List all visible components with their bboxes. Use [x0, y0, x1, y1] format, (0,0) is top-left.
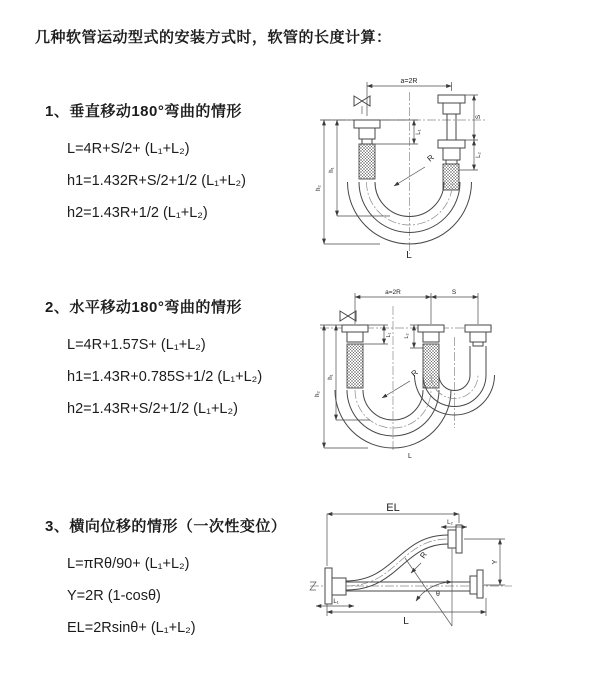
- dim-label-l1: L₁: [386, 332, 392, 338]
- dim-label-l1: L₁: [416, 129, 422, 135]
- braided-hose-section: [423, 344, 439, 388]
- diagram-horizontal-180-bend: [310, 282, 600, 465]
- dimension-s-l2: [459, 95, 482, 170]
- formula-line: L=πRθ/90+ (L₁+L₂): [67, 556, 190, 572]
- braided-hose-section: [347, 344, 363, 388]
- dim-label-h1: h₁: [328, 374, 334, 380]
- dimension-l1: [375, 120, 422, 144]
- dim-label-l2: L₂: [404, 333, 410, 339]
- page-title: 几种软管运动型式的安装方式时，软管的长度计算：: [35, 29, 392, 46]
- braided-hose-section: [359, 144, 375, 179]
- dimension-l: [327, 598, 486, 627]
- dim-label-y: Y: [492, 559, 499, 565]
- dimension-h1-h2: [316, 120, 390, 244]
- formula-line: h1=1.432R+S/2+1/2 (L₁+L₂): [67, 173, 247, 189]
- section-2-heading: 2、水平移动180°弯曲的情形: [45, 299, 242, 316]
- formula-line: h1=1.43R+0.785S+1/2 (L₁+L₂): [67, 369, 263, 385]
- dimension-l2: [441, 520, 467, 527]
- dim-label-a2r: a=2R: [385, 289, 401, 296]
- dim-label-h1: h₁: [329, 167, 335, 173]
- diagram-lateral-displacement: [300, 498, 600, 655]
- right-hose-fitting: [465, 325, 491, 375]
- dim-label-l: L: [408, 453, 412, 460]
- dim-label-l1: L₁: [333, 599, 339, 605]
- formula-line: L=4R+1.57S+ (L₁+L₂): [67, 337, 206, 353]
- dim-label-l2: L₂: [476, 152, 482, 158]
- dimension-l1: [316, 599, 354, 606]
- dim-label-el: EL: [386, 502, 400, 514]
- radius-leader: [394, 153, 436, 186]
- diagram-vertical-180-bend: [310, 70, 600, 271]
- section-lateral-displacement: [45, 515, 286, 644]
- dim-label-r: R: [418, 550, 429, 561]
- radius-leader: [382, 368, 420, 398]
- dim-label-s: S: [475, 114, 482, 120]
- dim-label-l: L: [403, 616, 409, 627]
- dim-label-l: L: [406, 250, 412, 261]
- braided-hose-section: [443, 164, 459, 190]
- valve-icon: [354, 96, 370, 114]
- left-hose-fitting: [342, 325, 368, 388]
- section-3-heading: 3、横向位移的情形（一次性变位）: [45, 518, 287, 535]
- section-1-heading: 1、垂直移动180°弯曲的情形: [45, 103, 242, 120]
- angle-theta: [405, 548, 452, 626]
- section-vertical-180: [45, 100, 246, 229]
- dim-label-r: R: [409, 367, 420, 379]
- left-hose-fitting: [354, 120, 380, 179]
- dim-label-a2r: a=2R: [400, 78, 418, 85]
- formula-line: L=4R+S/2+ (L₁+L₂): [67, 141, 190, 157]
- formula-line: Y=2R (1-cosθ): [67, 588, 161, 604]
- radius-leader: [411, 550, 429, 573]
- dimension-el: [327, 502, 459, 566]
- formula-line: h2=1.43R+1/2 (L₁+L₂): [67, 205, 208, 221]
- upper-flange: [448, 525, 462, 553]
- dim-label-h2: h₂: [315, 391, 321, 397]
- formula-line: EL=2Rsinθ+ (L₁+L₂): [67, 620, 196, 636]
- right-hose-fitting: [438, 95, 465, 190]
- right-flange: [470, 570, 483, 598]
- formula-line: h2=1.43R+S/2+1/2 (L₁+L₂): [67, 401, 238, 417]
- valve-icon: [340, 311, 356, 321]
- dim-label-l2: L₂: [447, 520, 453, 526]
- dim-label-s: S: [451, 289, 457, 296]
- section-horizontal-180: [45, 296, 262, 425]
- dim-label-h2: h₂: [316, 185, 322, 191]
- dimension-a2r-s: [355, 289, 478, 324]
- dim-label-r: R: [425, 152, 436, 164]
- dim-label-theta: θ: [436, 591, 440, 598]
